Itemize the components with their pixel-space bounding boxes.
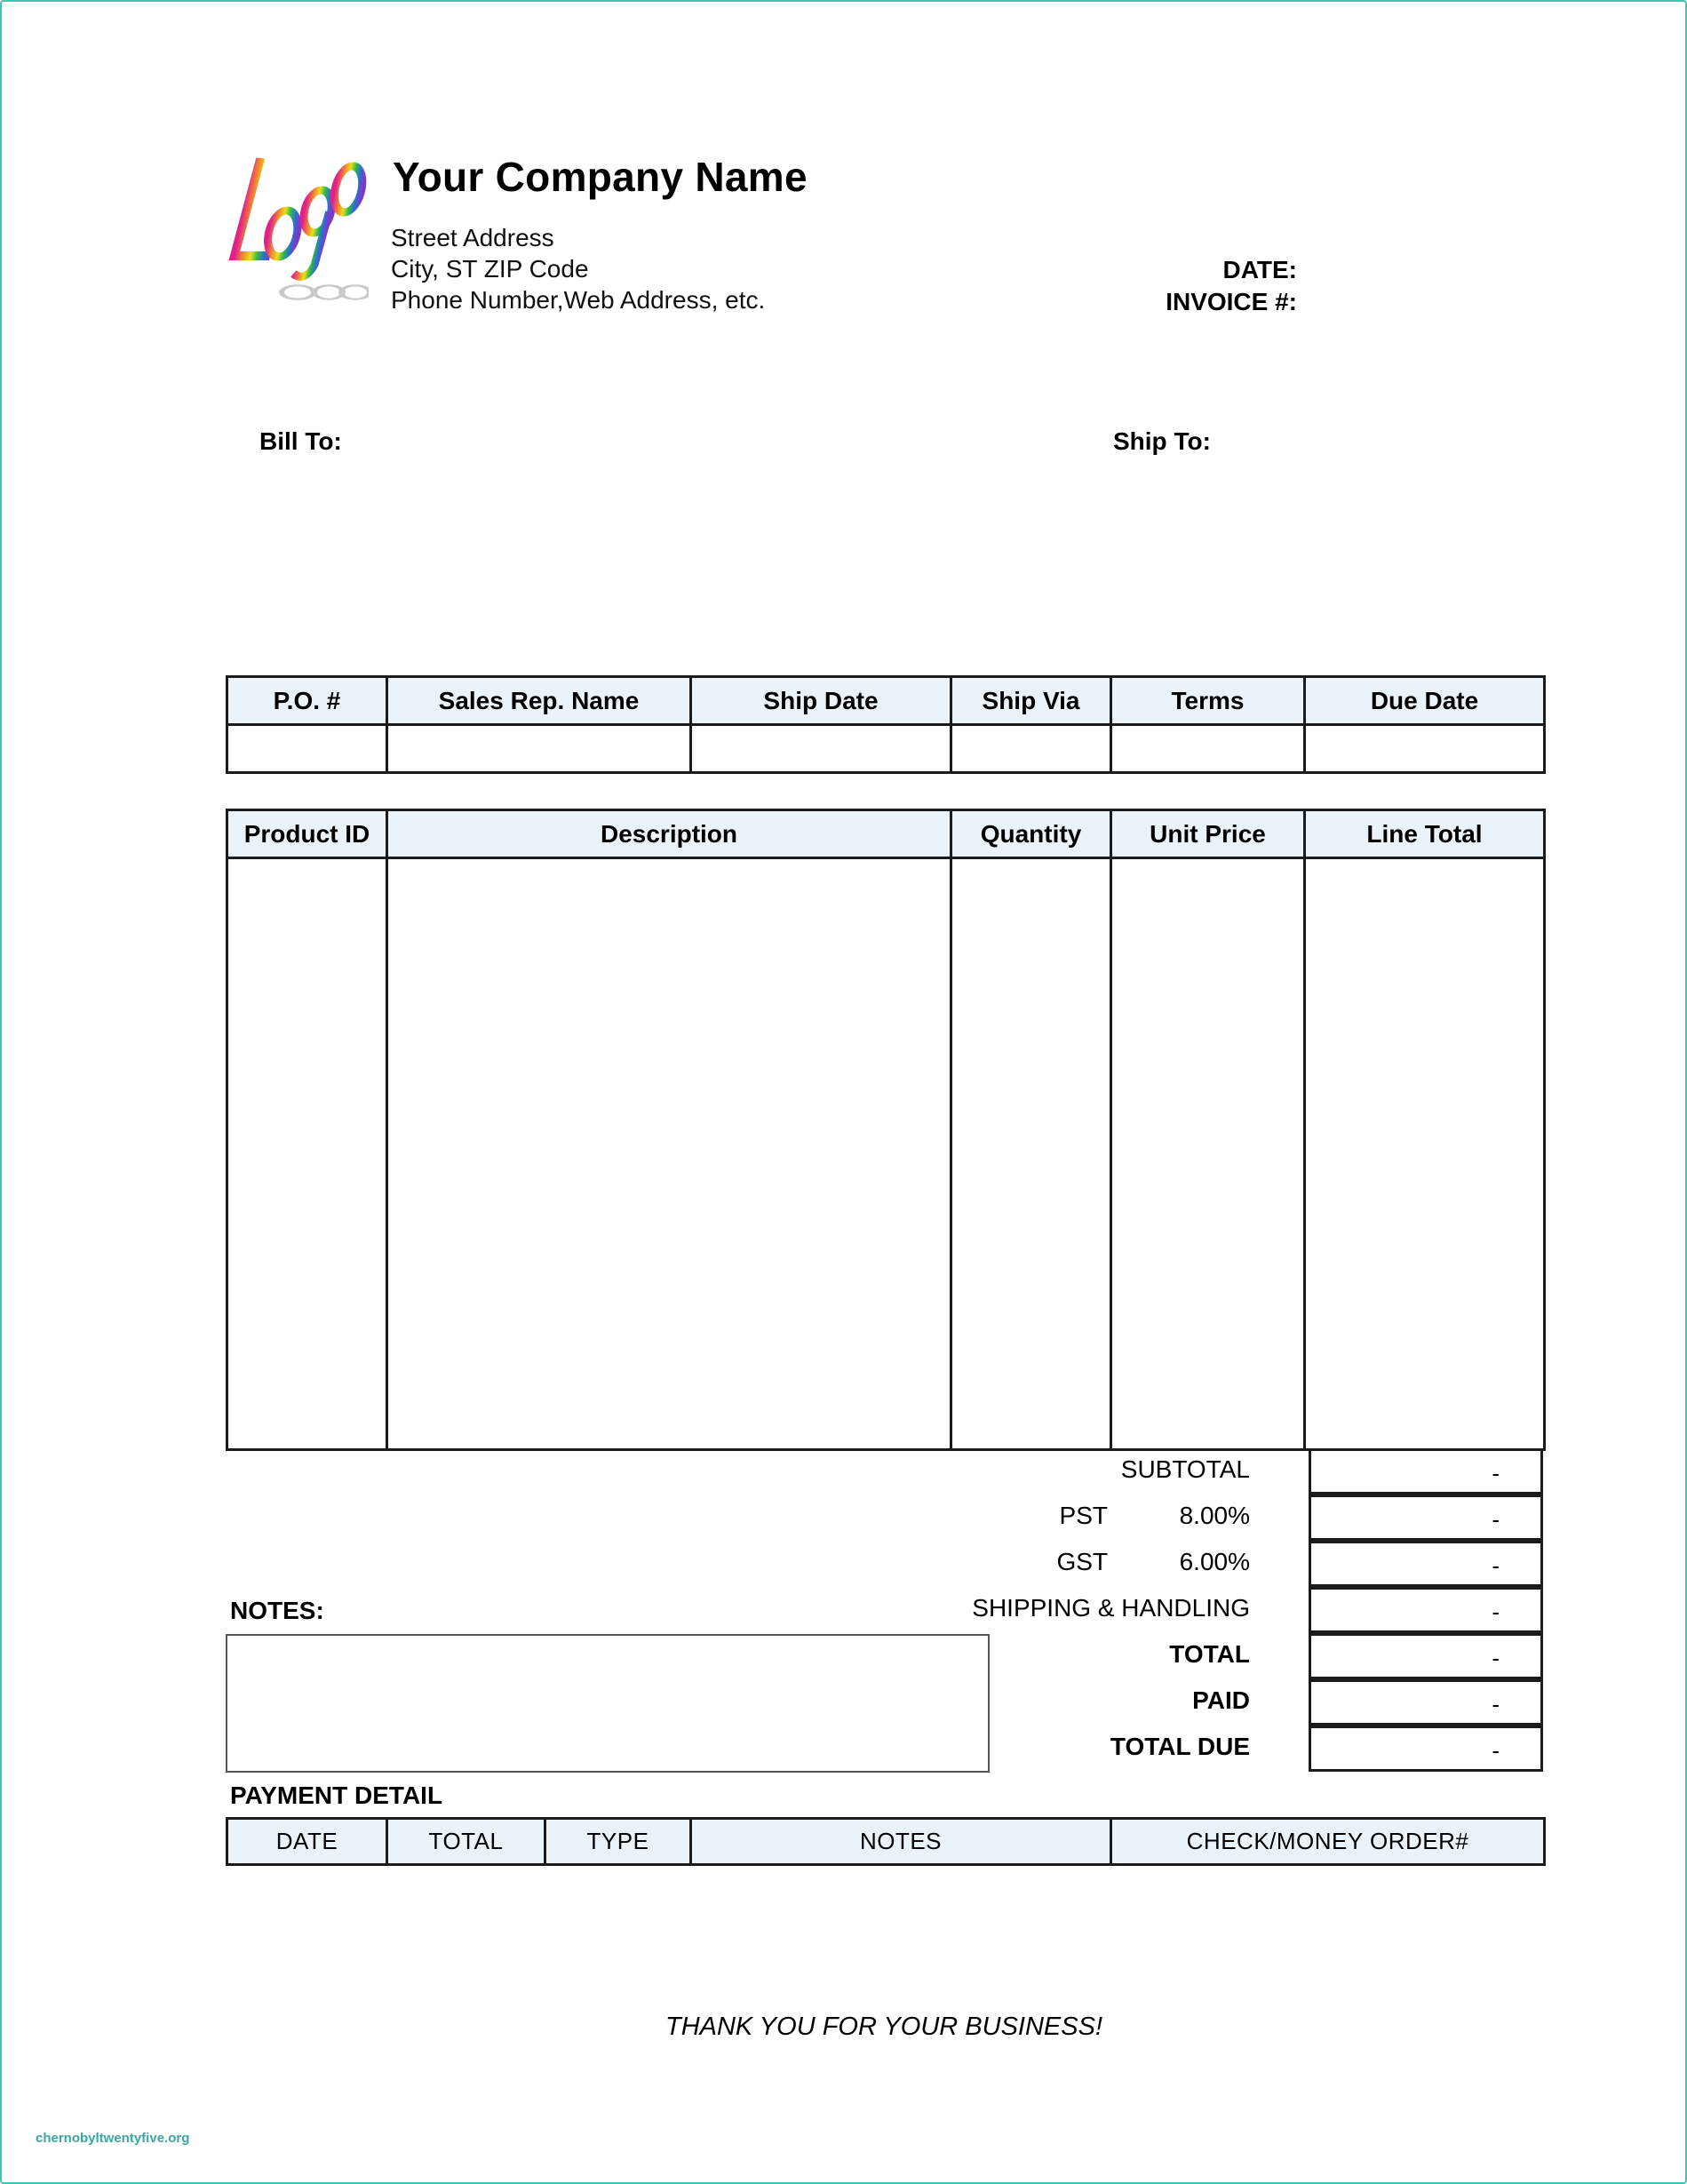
- total-due-value: -: [1492, 1737, 1500, 1764]
- unit-price-cell[interactable]: [1111, 858, 1305, 1450]
- gst-label: GST: [1056, 1548, 1108, 1575]
- notes-box[interactable]: [226, 1634, 990, 1773]
- payment-header-row: [227, 1819, 1545, 1865]
- pst-rate: 8.00%: [1179, 1502, 1250, 1529]
- thank-you-message: THANK YOU FOR YOUR BUSINESS!: [664, 2013, 1103, 2041]
- date-label: DATE:: [1222, 256, 1297, 283]
- total-row: [977, 1633, 1543, 1679]
- payment-type-header: TYPE: [545, 1819, 691, 1865]
- gst-value: -: [1492, 1552, 1500, 1579]
- total-label: TOTAL: [1169, 1640, 1250, 1668]
- source-credit: chernobyltwentyfive.org: [36, 2131, 190, 2146]
- order-header-row: [227, 677, 1545, 725]
- items-header-row: [227, 810, 1545, 858]
- city-state-zip: City, ST ZIP Code: [391, 255, 589, 283]
- paid-row: [977, 1679, 1543, 1726]
- payment-detail-label: PAYMENT DETAIL: [230, 1781, 443, 1809]
- terms-cell[interactable]: [1111, 725, 1305, 773]
- gst-rate: 6.00%: [1179, 1548, 1250, 1575]
- company-logo: [227, 149, 369, 318]
- total-due-row: [977, 1726, 1543, 1772]
- invoice-number-label: INVOICE #:: [1166, 288, 1297, 315]
- pst-box[interactable]: [1309, 1495, 1543, 1541]
- order-data-row: [227, 725, 1545, 773]
- shipping-value: -: [1492, 1598, 1500, 1625]
- pst-row: [977, 1495, 1543, 1541]
- gst-row: [977, 1541, 1543, 1587]
- ship-via-header: Ship Via: [951, 677, 1111, 725]
- ship-date-header: Ship Date: [691, 677, 951, 725]
- pst-value: -: [1492, 1506, 1500, 1533]
- subtotal-label: SUBTOTAL: [1120, 1455, 1250, 1483]
- po-number-cell[interactable]: [227, 725, 387, 773]
- paid-label: PAID: [1192, 1686, 1250, 1714]
- street-address: Street Address: [391, 224, 554, 251]
- quantity-header: Quantity: [951, 810, 1111, 858]
- ship-date-cell[interactable]: [691, 725, 951, 773]
- shipping-label: SHIPPING & HANDLING: [972, 1594, 1250, 1622]
- ship-to-label: Ship To:: [1113, 427, 1211, 455]
- total-due-label: TOTAL DUE: [1110, 1733, 1250, 1760]
- contact-info: Phone Number,Web Address, etc.: [391, 286, 766, 314]
- description-cell[interactable]: [387, 858, 951, 1450]
- product-id-header: Product ID: [227, 810, 387, 858]
- total-due-box[interactable]: [1309, 1726, 1543, 1772]
- shipping-row: [972, 1587, 1543, 1633]
- ship-via-cell[interactable]: [951, 725, 1111, 773]
- paid-value: -: [1492, 1691, 1500, 1718]
- line-items-table: [226, 809, 1546, 1451]
- subtotal-box[interactable]: [1309, 1448, 1543, 1495]
- sales-rep-cell[interactable]: [387, 725, 691, 773]
- terms-header: Terms: [1111, 677, 1305, 725]
- sales-rep-header: Sales Rep. Name: [387, 677, 691, 725]
- total-box[interactable]: [1309, 1633, 1543, 1679]
- bill-to-label: Bill To:: [259, 427, 342, 455]
- unit-price-header: Unit Price: [1111, 810, 1305, 858]
- description-header: Description: [387, 810, 951, 858]
- payment-total-header: TOTAL: [387, 1819, 545, 1865]
- gst-box[interactable]: [1309, 1541, 1543, 1587]
- pst-label: PST: [1059, 1502, 1108, 1529]
- notes-label: NOTES:: [230, 1597, 324, 1624]
- subtotal-value: -: [1492, 1460, 1500, 1487]
- line-total-header: Line Total: [1305, 810, 1545, 858]
- product-id-cell[interactable]: [227, 858, 387, 1450]
- order-info-table: [226, 675, 1546, 774]
- quantity-cell[interactable]: [951, 858, 1111, 1450]
- shipping-box[interactable]: [1309, 1587, 1543, 1633]
- payment-date-header: DATE: [227, 1819, 387, 1865]
- payment-detail-table: [226, 1817, 1546, 1866]
- total-value: -: [1492, 1645, 1500, 1671]
- line-total-cell[interactable]: [1305, 858, 1545, 1450]
- po-number-header: P.O. #: [227, 677, 387, 725]
- paid-box[interactable]: [1309, 1679, 1543, 1726]
- payment-check-header: CHECK/MONEY ORDER#: [1111, 1819, 1545, 1865]
- due-date-cell[interactable]: [1305, 725, 1545, 773]
- subtotal-row: [977, 1448, 1543, 1495]
- company-name: Your Company Name: [393, 154, 808, 200]
- payment-notes-header: NOTES: [691, 1819, 1111, 1865]
- items-body-row: [227, 858, 1545, 1450]
- due-date-header: Due Date: [1305, 677, 1545, 725]
